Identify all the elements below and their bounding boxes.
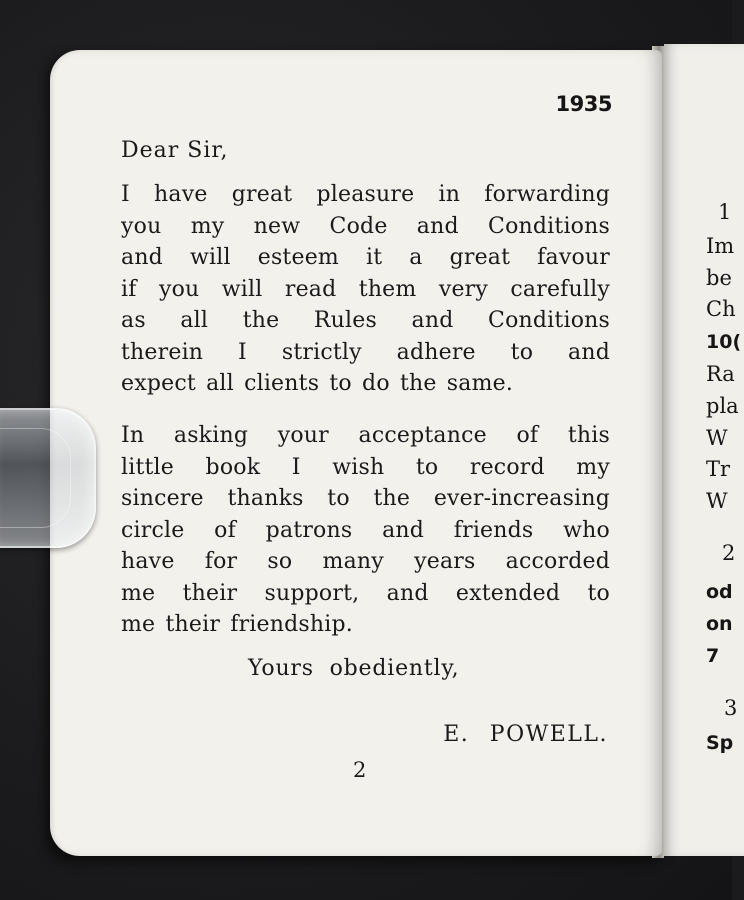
- left-page: [50, 50, 662, 856]
- text-line: have for so many years accorded: [121, 549, 610, 574]
- right-page: [664, 44, 744, 856]
- text-line: therein I strictly adhere to and: [121, 339, 610, 365]
- signature: E. POWELL.: [443, 722, 608, 747]
- right-page-fragment: be: [706, 266, 732, 290]
- right-page-fragment: on: [706, 613, 733, 635]
- text-line: I have great pleasure in forwarding: [121, 182, 610, 207]
- text-line: you my new Code and Conditions: [121, 213, 610, 239]
- right-page-fragment: 1: [718, 200, 732, 224]
- right-page-fragment: Tr: [706, 457, 731, 481]
- text-line: expect all clients to do the same.: [121, 371, 514, 396]
- right-page-fragment: W: [706, 489, 728, 513]
- year-heading: 1935: [555, 92, 612, 116]
- right-page-fragment: W: [706, 426, 728, 450]
- right-page-fragment: Ch: [706, 297, 736, 321]
- right-page-fragment: od: [706, 581, 733, 603]
- right-page-fragment: Sp: [706, 732, 734, 754]
- paragraph-2: [121, 420, 610, 641]
- text-line: little book I wish to record my: [121, 454, 610, 480]
- text-line: sincere thanks to the ever-increasing: [121, 486, 610, 511]
- right-page-fragment: Ra: [706, 362, 735, 386]
- text-line: me their friendship.: [121, 612, 353, 637]
- clip-highlight: [0, 428, 71, 528]
- paragraph-1: [121, 179, 610, 400]
- text-line: me their support, and extended to: [121, 580, 610, 606]
- right-page-fragment: 10(: [706, 331, 742, 353]
- text-line: as all the Rules and Conditions: [121, 308, 610, 333]
- page-number: 2: [353, 758, 367, 782]
- text-line: and will esteem it a great favour: [121, 245, 610, 270]
- right-page-fragment: 2: [722, 541, 736, 565]
- text-line: circle of patrons and friends who: [121, 517, 610, 543]
- text-line: In asking your acceptance of this: [121, 423, 610, 448]
- right-page-fragment: pla: [706, 394, 739, 418]
- right-page-fragment: 3: [724, 696, 738, 720]
- right-page-fragment: Im: [706, 234, 735, 258]
- right-page-fragment: 7: [706, 645, 720, 667]
- closing: Yours obediently,: [248, 656, 460, 681]
- text-line: if you will read them very carefully: [121, 276, 610, 302]
- plastic-clip: [0, 408, 96, 548]
- salutation: Dear Sir,: [121, 138, 229, 163]
